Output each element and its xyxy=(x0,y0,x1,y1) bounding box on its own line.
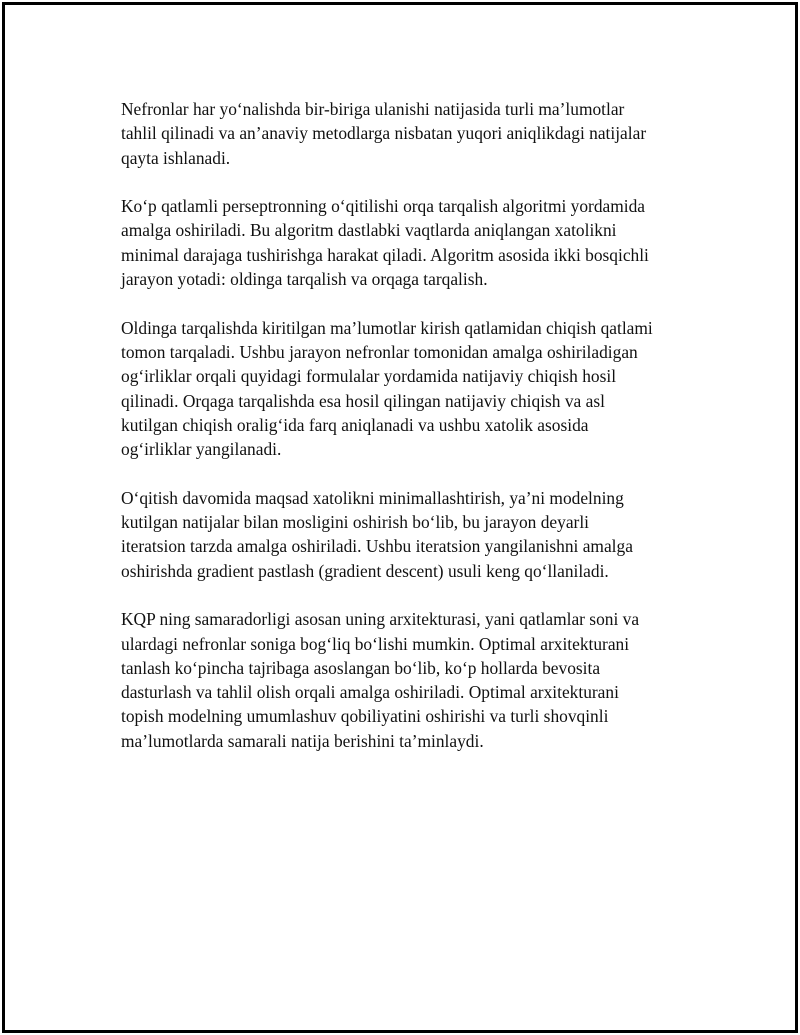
text-line: minimal darajaga tushirishga harakat qiladi. Algoritm asosida ikki bosqichli xyxy=(121,244,649,265)
text-line: jarayon yotadi: oldinga tarqalish va orqaga tarqalish. xyxy=(121,269,488,290)
text-line: Oldinga tarqalishda kiritilgan ma’lumotlar kirish qatlamidan chiqish qatlami xyxy=(121,317,653,338)
text-line: dasturlash va tahlil olish orqali amalga oshiriladi. Optimal arxitekturani xyxy=(121,682,619,703)
text-line: iteratsion tarzda amalga oshiriladi. Ushbu iteratsion yangilanishni amalga xyxy=(121,536,633,557)
paragraph xyxy=(121,97,701,170)
text-line: kutilgan chiqish oralig‘ida farq aniqlanadi va ushbu xatolik asosida xyxy=(121,414,589,435)
text-line: qayta ishlanadi. xyxy=(121,147,231,168)
text-line: og‘irliklar orqali quyidagi formulalar yordamida natijaviy chiqish hosil xyxy=(121,366,617,387)
text-line: tanlash ko‘pincha tajribaga asoslangan bo‘lib, ko‘p hollarda bevosita xyxy=(121,657,601,678)
text-line: topish modelning umumlashuv qobiliyatini oshirishi va turli shovqinli xyxy=(121,706,609,727)
text-line: O‘qitish davomida maqsad xatolikni minimallashtirish, ya’ni modelning xyxy=(121,487,624,508)
text-line: ma’lumotlarda samarali natija berishini ta’minlaydi. xyxy=(121,730,484,751)
text-line: ulardagi nefronlar soniga bog‘liq bo‘lishi mumkin. Optimal arxitekturani xyxy=(121,633,630,654)
text-line: tomon tarqaladi. Ushbu jarayon nefronlar tomonidan amalga oshiriladigan xyxy=(121,341,638,362)
text-line: amalga oshiriladi. Bu algoritm dastlabki vaqtlarda aniqlangan xatolikni xyxy=(121,220,617,241)
page-frame xyxy=(2,2,798,1033)
paragraph xyxy=(121,316,701,462)
paragraph xyxy=(121,607,701,753)
text-line: oshirishda gradient pastlash (gradient descent) usuli keng qo‘llaniladi. xyxy=(121,560,609,581)
text-line: KQP ning samaradorligi asosan uning arxitekturasi, yani qatlamlar soni va xyxy=(121,609,640,630)
text-line: og‘irliklar yangilanadi. xyxy=(121,439,282,460)
text-line: Ko‘p qatlamli perseptronning o‘qitilishi orqa tarqalish algoritmi yordamida xyxy=(121,196,646,217)
paragraph xyxy=(121,486,701,583)
paragraph xyxy=(121,194,701,291)
text-line: tahlil qilinadi va an’anaviy metodlarga nisbatan yuqori aniqlikdagi natijalar xyxy=(121,123,647,144)
text-line: kutilgan natijalar bilan mosligini oshirish bo‘lib, bu jarayon deyarli xyxy=(121,512,590,533)
text-line: Nefronlar har yo‘nalishda bir-biriga ulanishi natijasida turli ma’lumotlar xyxy=(121,99,625,119)
document-body xyxy=(121,97,701,777)
text-line: qilinadi. Orqaga tarqalishda esa hosil qilingan natijaviy chiqish va asl xyxy=(121,390,605,411)
